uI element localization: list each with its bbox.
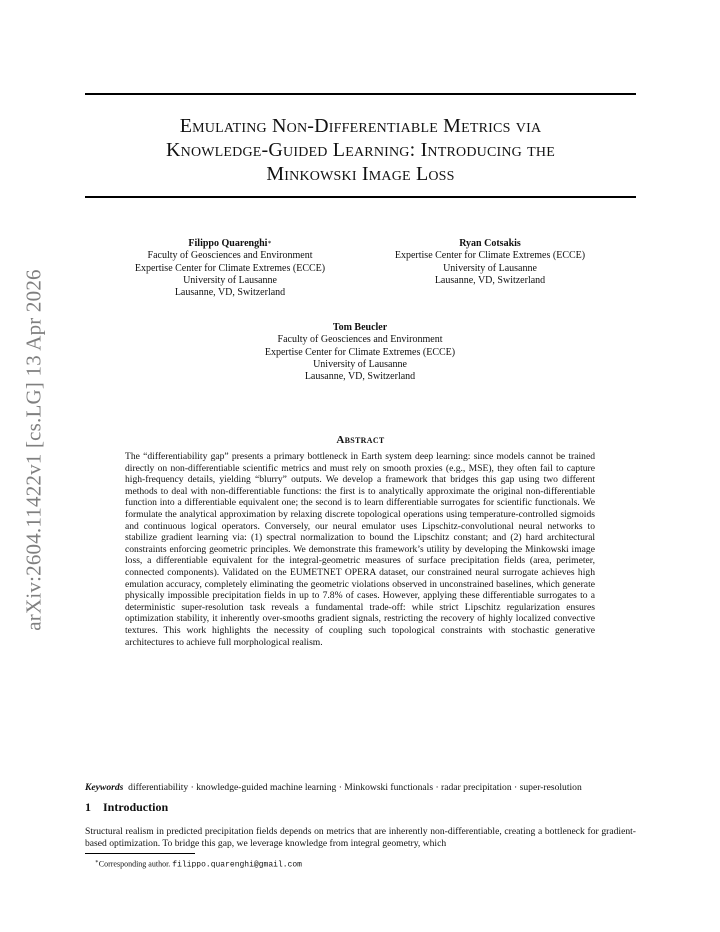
author-name: Ryan Cotsakis — [459, 238, 521, 249]
footnote-text: Corresponding author. — [98, 859, 171, 869]
footnote-mark: ∗ — [95, 859, 99, 865]
section-title: Introduction — [103, 800, 169, 814]
paper-title — [85, 114, 636, 186]
footnote-marker: ∗ — [267, 240, 272, 246]
author-block-cotsakis — [370, 238, 610, 287]
author-affiliation-line: Expertise Center for Climate Extremes (ECCE) — [134, 262, 326, 274]
author-name: Filippo Quarenghi∗ — [188, 238, 272, 249]
author-affiliation-line: Faculty of Geosciences and Environment — [277, 334, 443, 346]
author-block-quarenghi — [110, 238, 350, 299]
author-affiliation-line: Lausanne, VD, Switzerland — [304, 371, 416, 383]
title-line-2: Knowledge-Guided Learning: Introducing the — [166, 139, 555, 161]
author-block-beucler — [235, 322, 485, 383]
title-line-3: Minkowski Image Loss — [266, 163, 455, 185]
arxiv-identifier-stamp — [14, 250, 54, 650]
author-affiliation-line: University of Lausanne — [313, 358, 407, 370]
arxiv-identifier: arXiv:2604.11422v1 [cs.LG] 13 Apr 2026 — [21, 269, 46, 631]
author-affiliation-line: Lausanne, VD, Switzerland — [174, 287, 286, 299]
author-affiliation-line: Lausanne, VD, Switzerland — [434, 274, 546, 286]
keywords-line — [85, 782, 636, 794]
abstract-heading: Abstract — [336, 434, 385, 446]
footnote — [95, 857, 302, 871]
author-affiliation-line: University of Lausanne — [443, 262, 537, 274]
author-email-link[interactable]: filippo.quarenghi@gmail.com — [172, 860, 302, 870]
title-top-rule — [85, 93, 636, 95]
author-name: Tom Beucler — [332, 322, 388, 333]
abstract-text: The “differentiability gap” presents a primary bottleneck in Earth system deep learning: since models cannot be trained directly on non-differentiable scientific metrics and must rely on smooth proxies (e.g., MSE), they often fail to capture high-frequency details, yielding “blurry” outputs. We develop a framework that bridges this gap using two different methods to deal with non-differentiable functions: the first is to analytically approximate the original non-differentiable function into a differentiable equivalent one; the second is to learn differentiable surrogates for scientific functionals. We formulate the analytical approximation by relaxing discrete topological operations using temperature-controlled sigmoids and continuous logical operators. Conversely, our neural emulator uses Lipschitz-convolutional neural networks to stabilize gradient learning via: (1) spectral normalization to bound the Lipschitz constant; and (2) hard architectural constraints enforcing geometric principles. We demonstrate this framework’s utility by developing the Minkowski image loss, a differentiable equivalent for the integral-geometric measures of surface precipitation fields (area, perimeter, connected components). Validated on the EUMETNET OPERA dataset, our constrained neural surrogate achieves high emulation accuracy, completely eliminating the geometric violations observed in unconstrained baselines, which generate physically impossible precipitation fields in up to 7.8% of cases. However, applying these differentiable surrogates to a deterministic super-resolution task reveals a fundamental trade-off: while strict Lipschitz regularization ensures optimization stability, it inherently over-smooths gradient signals, restricting the recovery of highly localized convective textures. This work highlights the necessity of coupling such topological constraints with stochastic generative architectures to achieve full morphological realism. — [125, 451, 595, 648]
author-affiliation-line: Expertise Center for Climate Extremes (ECCE) — [394, 250, 586, 262]
footnote-rule — [85, 853, 195, 854]
keywords-list: differentiability · knowledge-guided machine learning · Minkowski functionals · radar precipitation · super-resolution — [128, 782, 582, 793]
keywords-label: Keywords — [85, 782, 124, 793]
author-affiliation-line: University of Lausanne — [183, 274, 277, 286]
author-affiliation-line: Faculty of Geosciences and Environment — [147, 250, 313, 262]
section-heading — [85, 800, 168, 815]
section-number: 1 — [85, 800, 91, 814]
title-line-1: Emulating Non-Differentiable Metrics via — [179, 115, 542, 137]
intro-paragraph: Structural realism in predicted precipitation fields depends on metrics that are inherently non-differentiable, creating a bottleneck for gradient-based optimization. To bridge this gap, we leverage knowledge from integral geometry, which — [85, 826, 636, 849]
author-affiliation-line: Expertise Center for Climate Extremes (ECCE) — [264, 346, 456, 358]
title-bottom-rule — [85, 196, 636, 198]
